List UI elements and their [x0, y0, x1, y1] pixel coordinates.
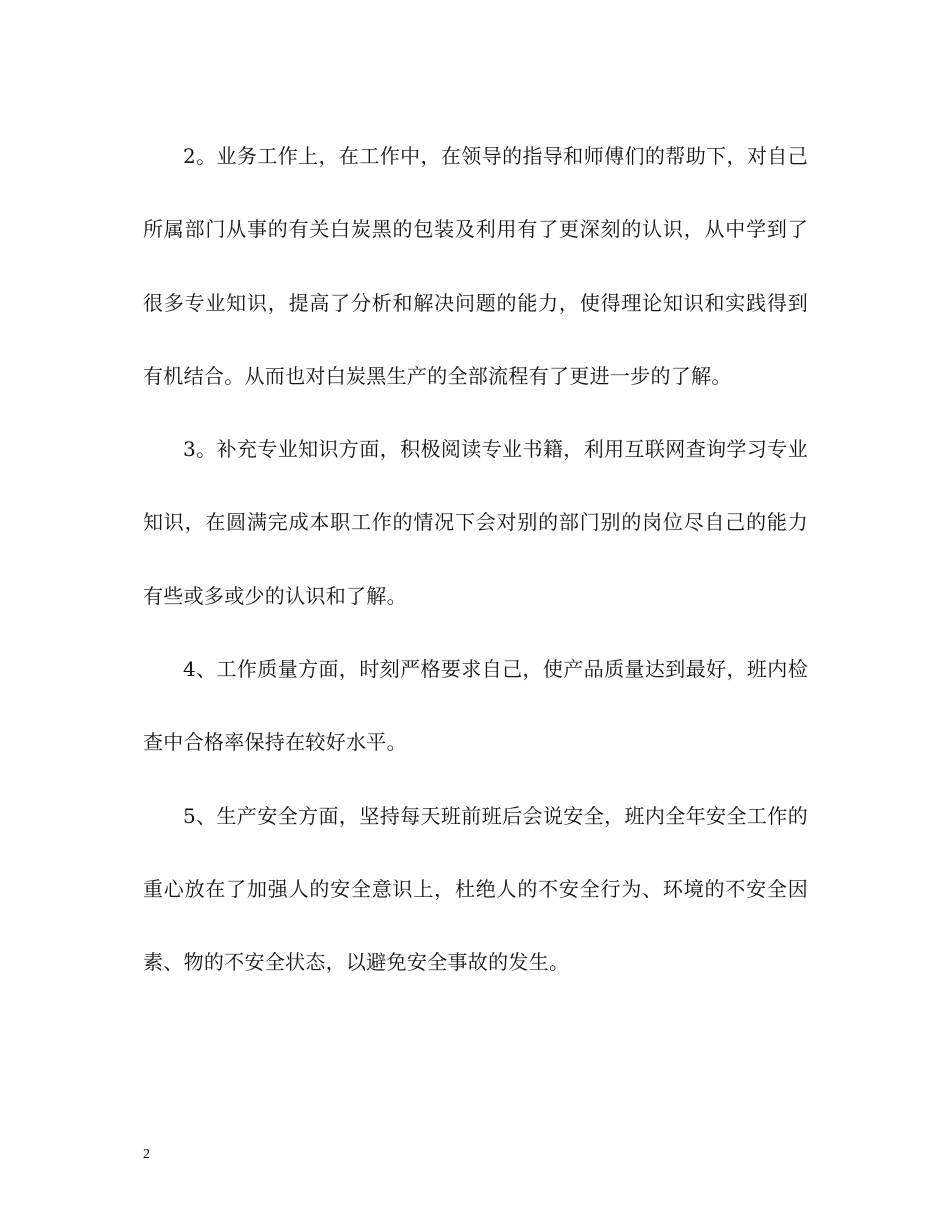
page-number: 2	[143, 1147, 150, 1162]
paragraph-work-quality: 4、工作质量方面，时刻严格要求自己，使产品质量达到最好，班内检查中合格率保持在较好水平。	[143, 657, 808, 755]
document-body	[143, 120, 808, 1000]
paragraph-professional-knowledge: 3。补充专业知识方面，积极阅读专业书籍，利用互联网查询学习专业知识，在圆满完成本职工作的情况下会对别的部门别的岗位尽自己的能力有些或多或少的认识和了解。	[143, 437, 808, 608]
paragraph-production-safety: 5、生产安全方面，坚持每天班前班后会说安全，班内全年安全工作的重心放在了加强人的安全意识上，杜绝人的不安全行为、环境的不安全因素、物的不安全状态，以避免安全事故的发生。	[143, 803, 808, 975]
paragraph-business-work: 2。业务工作上，在工作中，在领导的指导和师傅们的帮助下，对自己所属部门从事的有关白炭黑的包装及利用有了更深刻的认识，从中学到了很多专业知识，提高了分析和解决问题的能力，使得理论知识和实践得到有机结合。从而也对白炭黑生产的全部流程有了更进一步的了解。	[143, 144, 808, 388]
